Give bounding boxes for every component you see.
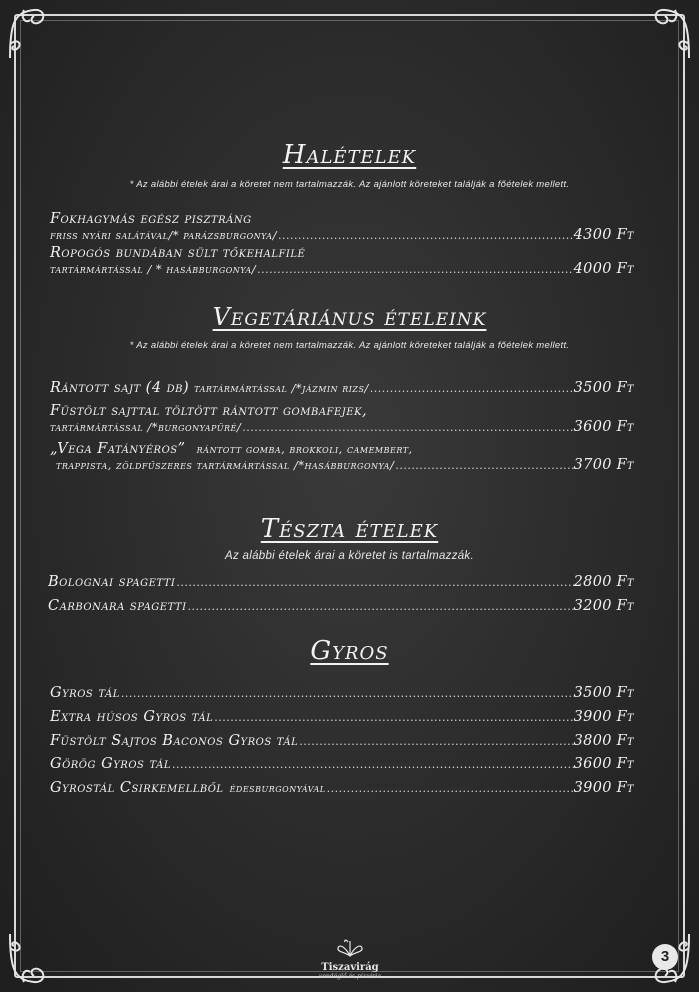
dish-price: 3500 Ft [573, 380, 634, 396]
corner-ornament-icon [649, 4, 695, 62]
dish-price: 3600 Ft [573, 419, 634, 435]
section-title-vegetarianus: Vegetáriánus ételeink [212, 303, 487, 331]
menu-item [50, 733, 634, 749]
restaurant-logo [300, 938, 400, 980]
menu-item [50, 685, 634, 701]
dish-name: Extra húsos Gyros tál [50, 709, 214, 725]
dish-price: 4000 Ft [573, 261, 634, 277]
menu-item [50, 380, 634, 396]
section-title-teszta: Tészta ételek [260, 514, 439, 544]
dish-side: édesburgonyával [229, 781, 326, 795]
dot-leader [171, 758, 574, 771]
section-note: * Az alábbi ételek árai a köretet nem tartalmazzák. Az ajánlott köreteket találják a főételek mellett. [129, 179, 570, 190]
dot-leader [277, 229, 574, 242]
dot-leader [256, 263, 574, 276]
dish-name: Görög Gyros tál [50, 756, 171, 772]
dish-side: tartármártással /*jázmin rizs/ [194, 381, 369, 395]
dish-price: 3900 Ft [573, 780, 634, 796]
dish-price: 3500 Ft [573, 685, 634, 701]
dish-name: Gyrostál Csirkemellből [50, 780, 224, 796]
dish-name: Füstölt Sajtos Baconos Gyros tál [50, 733, 299, 749]
dot-leader [298, 735, 573, 748]
dish-name: Carbonara spagetti [48, 598, 187, 614]
dot-leader [213, 711, 573, 724]
dish-name: Bolognai spagetti [48, 574, 176, 590]
dish-price: 4300 Ft [573, 227, 634, 243]
dish-side: tartármártással / * hasábburgonya/ [50, 262, 257, 276]
dot-leader [369, 382, 574, 395]
dish-name: „Vega Fatányéros” [50, 441, 186, 457]
dish-name: Rántott sajt [50, 380, 141, 396]
dot-leader [175, 576, 573, 589]
menu-item [50, 227, 634, 243]
dish-side: friss nyári salátával/* parázsburgonya/ [50, 228, 277, 242]
dot-leader [187, 600, 574, 613]
dish-name: Füstölt sajttal töltött rántott gombafejek, [50, 403, 368, 419]
dish-name: Gyros tál [50, 685, 120, 701]
menu-item [48, 598, 634, 614]
dot-leader [394, 459, 573, 472]
menu-item [50, 709, 634, 725]
dot-leader [241, 421, 573, 434]
section-note: Az alábbi ételek árai a köretet is tartalmazzák. [225, 550, 474, 562]
page-number: 3 [652, 944, 678, 970]
dish-portion: (4 db) [145, 380, 190, 396]
logo-name: Tiszavirág [321, 962, 379, 973]
dish-side: tartármártással /*burgonyapüré/ [50, 420, 242, 434]
menu-item [50, 419, 634, 435]
menu-item [50, 261, 634, 277]
dish-price: 3900 Ft [573, 709, 634, 725]
section-note: * Az alábbi ételek árai a köretet nem tartalmazzák. Az ajánlott köreteket találják a főételek mellett. [129, 340, 570, 351]
menu-item [48, 574, 634, 590]
dish-description: rántott gomba, brokkoli, camembert, [196, 442, 413, 456]
dish-name: Ropogós bundában sült tőkehalfilé [50, 245, 306, 261]
corner-ornament-icon [4, 930, 50, 988]
corner-ornament-icon [4, 4, 50, 62]
dot-leader [120, 687, 574, 700]
section-title-gyros: Gyros [310, 636, 389, 666]
logo-tagline: vendéglő és pizzéria [318, 973, 381, 980]
dish-name: Fokhagymás egész pisztráng [50, 211, 252, 227]
dish-title-line [50, 441, 640, 457]
dish-price: 3200 Ft [573, 598, 634, 614]
mayfly-logo-icon [335, 938, 365, 958]
menu-item [50, 780, 634, 796]
dish-side: trappista, zöldfűszeres tartármártással /*hasábburgonya/ [56, 458, 395, 472]
dish-price: 3800 Ft [573, 733, 634, 749]
dish-price: 2800 Ft [573, 574, 634, 590]
dish-price: 3700 Ft [573, 457, 634, 473]
dish-price: 3600 Ft [573, 756, 634, 772]
menu-item [50, 756, 634, 772]
section-title-haletelek: Halételek [282, 140, 417, 170]
menu-item [56, 457, 634, 473]
dot-leader [326, 782, 574, 795]
